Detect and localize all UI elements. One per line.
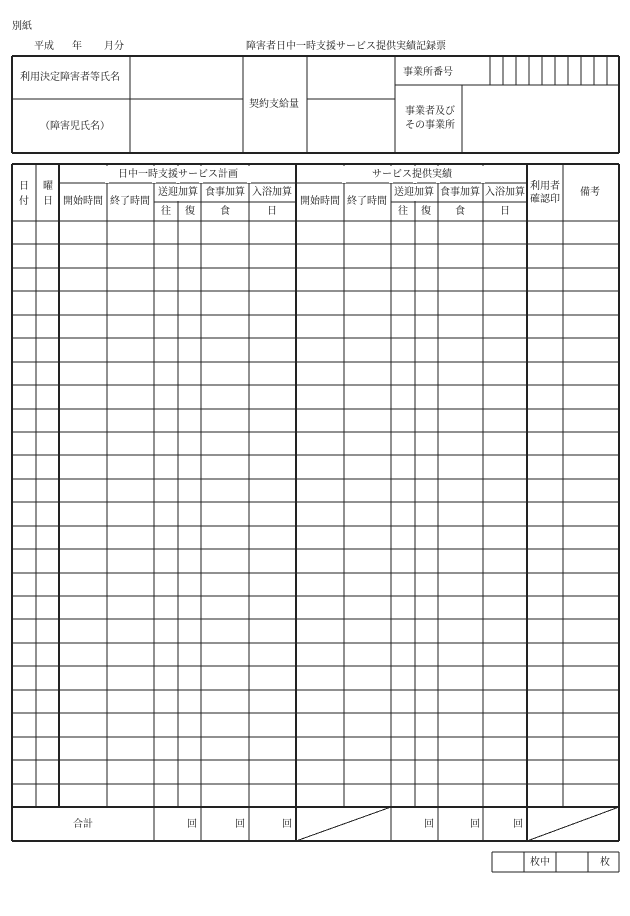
recipient-name-label: 利用決定障害者等氏名 xyxy=(20,72,120,83)
header-merge-mask xyxy=(481,166,485,183)
plan-transport-add: 送迎加算 xyxy=(158,187,198,198)
year-label: 年 xyxy=(72,41,82,52)
contract-amount-label: 契約支給量 xyxy=(249,99,299,110)
actual-return: 復 xyxy=(421,206,431,217)
actual-transport-add: 送迎加算 xyxy=(394,187,434,198)
plan-return: 復 xyxy=(185,206,195,217)
totals-diagonal xyxy=(296,807,391,841)
sheet-of-label: 枚中 xyxy=(530,857,550,868)
header-merge-mask xyxy=(105,166,109,183)
plan-start-time: 開始時間 xyxy=(63,196,103,207)
plan-outbound: 往 xyxy=(161,206,171,217)
actual-day-unit: 日 xyxy=(500,206,510,217)
actual-start-time: 開始時間 xyxy=(300,196,340,207)
attachment-label: 別紙 xyxy=(12,21,32,32)
actual-meal-add: 食事加算 xyxy=(440,187,480,198)
month-label: 月分 xyxy=(104,41,124,52)
era-label: 平成 xyxy=(34,41,54,52)
document-title: 障害者日中一時支援サービス提供実績記録票 xyxy=(246,41,446,52)
actual-meal-unit: 食 xyxy=(455,206,465,217)
actual-bath-add: 入浴加算 xyxy=(485,187,525,198)
plan-transport-times-unit: 回 xyxy=(187,819,197,830)
col-dow-2: 日 xyxy=(43,196,53,207)
plan-day-unit: 日 xyxy=(267,206,277,217)
col-date-1: 日 xyxy=(19,181,29,192)
col-dow-1: 曜 xyxy=(43,181,53,192)
actual-outbound: 往 xyxy=(398,206,408,217)
actual-transport-times-unit: 回 xyxy=(424,819,434,830)
totals-diagonal xyxy=(527,807,619,841)
actual-bath-times-unit: 回 xyxy=(513,819,523,830)
actual-group-header: サービス提供実績 xyxy=(372,169,452,180)
plan-group-header: 日中一時支援サービス計画 xyxy=(118,169,238,180)
plan-meal-unit: 食 xyxy=(220,206,230,217)
remarks-header: 備考 xyxy=(580,187,600,198)
child-name-label: （障害児氏名） xyxy=(40,121,110,132)
actual-end-time: 終了時間 xyxy=(347,196,387,207)
actual-meal-times-unit: 回 xyxy=(470,819,480,830)
user-confirm-1: 利用者 xyxy=(530,181,560,192)
plan-bath-times-unit: 回 xyxy=(282,819,292,830)
plan-bath-add: 入浴加算 xyxy=(252,187,292,198)
provider-label-line1: 事業者及び xyxy=(405,106,455,117)
plan-meal-times-unit: 回 xyxy=(235,819,245,830)
header-merge-mask xyxy=(342,166,346,183)
col-date-2: 付 xyxy=(19,196,29,207)
total-label: 合計 xyxy=(73,819,93,830)
sheets-label: 枚 xyxy=(600,857,610,868)
plan-end-time: 終了時間 xyxy=(110,196,150,207)
user-confirm-2: 確認印 xyxy=(530,194,560,205)
header-merge-mask xyxy=(247,166,251,183)
office-number-label: 事業所番号 xyxy=(403,67,453,78)
provider-label-line2: その事業所 xyxy=(405,120,455,131)
plan-meal-add: 食事加算 xyxy=(205,187,245,198)
